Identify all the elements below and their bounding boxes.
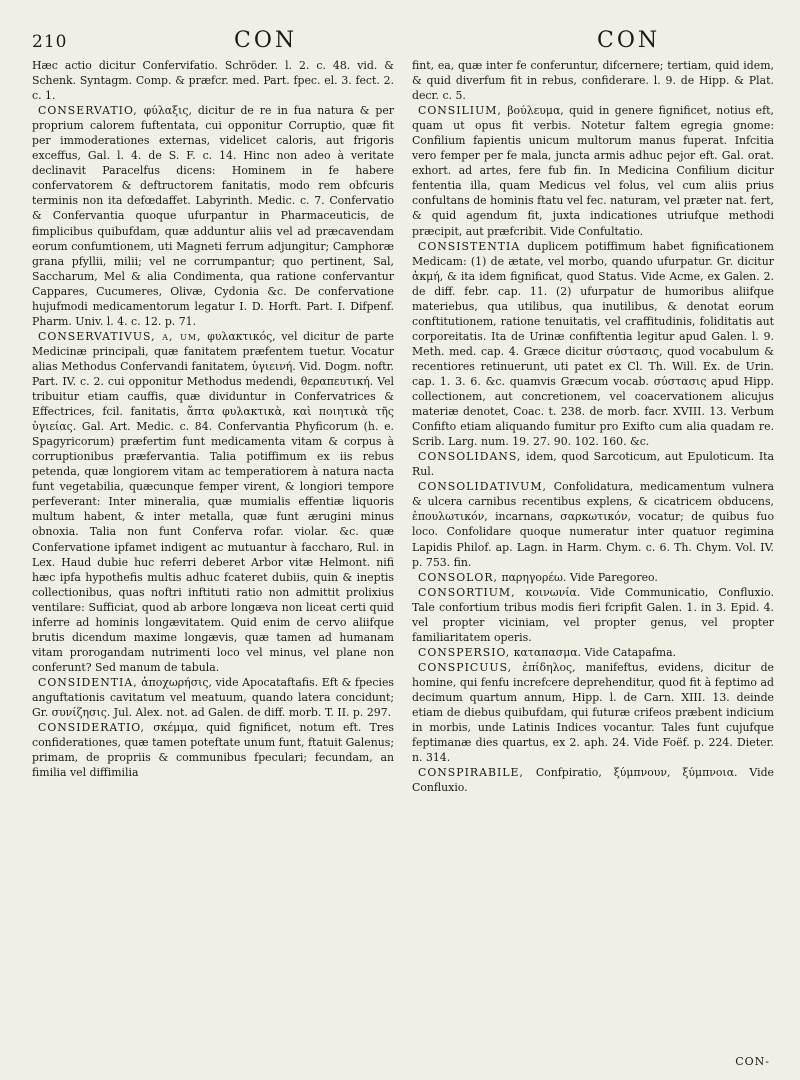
entry-conservativus: CONSERVATIVUS, a, um, φυλακτικός, vel dicitur de parte Medicinæ principali, quæ fanitatem præfentem tuetur. Vocatur alias Methodus Confervandi fanitatem, ὑγιεινή. Vid. Dogm. noftr. Part. IV. c. 2. cui opponitur Methodus medendi, θεραπευτική. Vel tribuitur etiam cauffis, quæ dividuntur in Confervatrices & Effectrices, fcil. fanitatis, ἅπτα φυλακτικὰ, καὶ ποιητικὰ τῆς ὑγιείας. Gal. Art. Medic. c. 84. Confervantia Phyficorum (h. e. Spagyricorum) præfertim funt medicamenta vitam & corpus à corruptionibus præfervantia. Talia potiffimum ex iis rebus petenda, quæ longiorem vitam ac temperatiorem à natura nacta funt vegetabilia, quæcunque femper virent, & longiori tempore perfeverant: Inter mineralia, quæ mumialis effentiæ liquoris multum habent, & inter metalla, quæ funt ærugini minus obnoxia. Talia non funt Conferva rofar. violar. &c. quæ Confervatione ipfamet indigent ac mutuantur à faccharo, Rul. in Lex. Haud dubie huc referri deberet Arbor vitæ Helmont. nifi hæc ipfa hypothefis multis adhuc fcateret dubiis, quin & ineptis collectionibus, quas noftri inftituti ratio non admittit prolixius ventilare: Sufficiat, quod ab arbore longæva non liceat certi quid inferre ad hominis longævitatem. Quid enim de cervo aliifque brutis dicendum maxime longævis, quæ tamen ad humanam vitam prorogandam nutrimenti loco vel minus, vel plane non conferunt? Sed manum de tabula. [32, 329, 394, 674]
page-number: 210 [32, 32, 68, 52]
entry-consideratio: CONSIDERATIO, σκέμμα, quid fignificet, notum eft. Tres confiderationes, quæ tamen poteftate unum funt, ftatuit Galenus; primam, de propriis & communibus fpeculari; fecundam, an fimilia vel diffimilia [32, 721, 394, 780]
page-header [32, 22, 772, 52]
entry-conspirabile: CONSPIRABILE, Confpiratio, ξύμπνουν, ξύμπνοια. Vide Confluxio. [412, 766, 775, 795]
headword: CONSPICUUS, [418, 660, 513, 674]
headword: CONSOLIDANS, [418, 450, 522, 464]
entry-consilium: CONSILIUM, βούλευμα, quid in genere fignificet, notius eft, quam ut opus fit verbis. Notetur faltem egregia gnome: Confilium fapientis unicum multorum manus fuperat. Infcitia vero femper per fe mala, juncta armis adhuc pejor eft. Gal. orat. exhort. ad artes, fere fub fin. In Medicina Confilium dicitur fententia illa, quam Medicus vel folus, vel cum aliis prius confultans de hominis ftatu vel fec. naturam, vel præter nat. fert, & quid agendum fit, juxta indicationes utriufque methodi præcipit, aut præfcribit. Vide Confultatio. [412, 104, 774, 238]
headword: CONSERVATIO, [38, 104, 138, 118]
catchword: CON- [735, 1055, 770, 1068]
headword: CONSPERSIO, [418, 645, 511, 659]
entry-consortium: CONSORTIUM, κοινωνία. Vide Communicatio, Confluxio. Tale confortium tribus modis fieri fcripfit Galen. 1. in 3. Epid. 4. vel propter viciniam, vel propter genus, vel propter familiaritatem operis. [412, 585, 774, 644]
headword: CONSISTENTIA [418, 239, 521, 253]
right-column [412, 58, 774, 795]
entry-consolor: CONSOLOR, παρηγορέω. Vide Paregoreo. [418, 570, 658, 584]
headword: CONSPIRABILE, [418, 766, 524, 780]
headword: CONSERVATIVUS, a, um, [38, 329, 202, 343]
headword: CONSIDENTIA, [38, 675, 138, 689]
entry-continuation: Hæc actio dicitur Confervifatio. Schröder. l. 2. c. 48. vid. & Schenk. Syntagm. Comp. & præfcr. med. Part. fpec. el. 3. fect. 2. c. 1. [32, 59, 394, 103]
entry-consolidans: CONSOLIDANS, idem, quod Sarcoticum, aut Epuloticum. Ita Rul. [412, 450, 774, 479]
entry-consolidativum: CONSOLIDATIVUM, Confolidatura, medicamentum vulnera & ulcera carnibus recentibus explens, & cicatricem obducens, ἐπουλωτικόν, incarnans, σαρκωτικόν, vocatur; de quibus fuo loco. Confolidare quoque numeratur inter quatuor regimina Lapidis Philof. ap. Lagn. in Harm. Chym. c. 6. Th. Chym. Vol. IV. p. 753. fin. [412, 480, 775, 569]
entry-conservatio: CONSERVATIO, φύλαξις, dicitur de re in fua natura & per proprium calorem fuftentata, cui opponitur Corruptio, quæ fit per immoderationes externas, videlicet caloris, aut frigoris exceffus, Gal. l. 4. de S. F. c. 14. Hinc non adeo à veritate declinavit Paracelfus dicens: Hominem in fe habere confervatorem & deftructorem fanitatis, modo rem obfcuris terminis non ita defœdaffet. Labyrinth. Medic. c. 7. Confervatio & Confervantia quoque ufurpantur in Pharmaceuticis, de fimplicibus quibufdam, quæ adduntur aliis vel ad præcavendam eorum confumtionem, uti Magneti ferrum adjungitur; Camphoræ grana pfyllii, milii; vel ne corrumpantur; quo pertinent, Sal, Saccharum, Mel & alia Condimenta, qua ratione confervantur Cappares, Cucumeres, Olivæ, Cydonia &c. De confervatione hujufmodi medicamentorum legatur I. D. Horft. Part. I. Difpenf. Pharm. Univ. l. 4. c. 12. p. 71. [32, 104, 394, 328]
entry-conspersio: CONSPERSIO, καταπασμα. Vide Catapafma. [418, 645, 677, 659]
entry-conspicuus: CONSPICUUS, ἐπίδηλος, manifeftus, evidens, dicitur de homine, qui fenfu increfcere deprehenditur, quod fit à feptimo ad decimum quartum annum, Hipp. l. de Carn. XIII. 13. deinde etiam de diebus quibufdam, qui futuræ crifeos præbent indicium in morbis, unde Latinis Indices vocantur. Tales funt cujufque feptimanæ dies quartus, ex 2. aph. 24. Vide Foëf. p. 224. Dieter. n. 314. [412, 660, 774, 765]
running-head-left: CON [234, 28, 298, 53]
left-column [32, 58, 394, 780]
headword: CONSOLOR, [418, 570, 499, 584]
headword: CONSILIUM, [418, 104, 502, 118]
entry-considentia: CONSIDENTIA, ἀποχωρήσις, vide Apocataftafis. Eft & fpecies anguftationis cavitatum vel meatuum, quando latera concidunt; Gr. συνίζησις. Jul. Alex. not. ad Galen. de diff. morb. T. II. p. 297. [32, 675, 394, 720]
entry-continuation: fint, ea, quæ inter fe conferuntur, difcernere; tertiam, quid idem, & quid diverfum fit in rebus, confiderare. l. 9. de Hipp. & Plat. decr. c. 5. [412, 59, 774, 103]
headword: CONSOLIDATIVUM, [418, 480, 547, 494]
entry-consistentia: CONSISTENTIA duplicem potiffimum habet fignificationem Medicam: (1) de ætate, vel morbo, quando ufurpatur. Gr. dicitur ἀκμή, & ita idem fignificat, quod Status. Vide Acme, ex Galen. 2. de diff. febr. cap. 11. (2) ufurpatur de humoribus aliifque materiebus, qua utilibus, qua inutilibus, & denotat eorum conftitutionem, ratione tenuitatis, vel craffitudinis, foliditatis aut corporeitatis. Ita de Urinæ confiftentia legitur apud Galen. l. 9. Meth. med. cap. 4. Græce dicitur σύστασις, quod vocabulum & recentiores retinuerunt, uti patet ex Cl. Th. Will. Ex. de Urin. cap. 1. 3. 6. &c. quamvis Græcum vocab. σύστασις apud Hipp. collectionem, aut concretionem, vel coacervationem alicujus materiæ denotet, Coac. t. 238. de morb. facr. XVIII. 13. Verbum Confifto etiam aliquando fumitur pro Exifto cum alia quadam re. Scrib. Larg. num. 19. 27. 90. 102. 160. &c. [412, 239, 774, 449]
running-head-right: CON [597, 28, 661, 53]
headword: CONSIDERATIO, [38, 721, 146, 735]
headword: CONSORTIUM, [418, 585, 516, 599]
